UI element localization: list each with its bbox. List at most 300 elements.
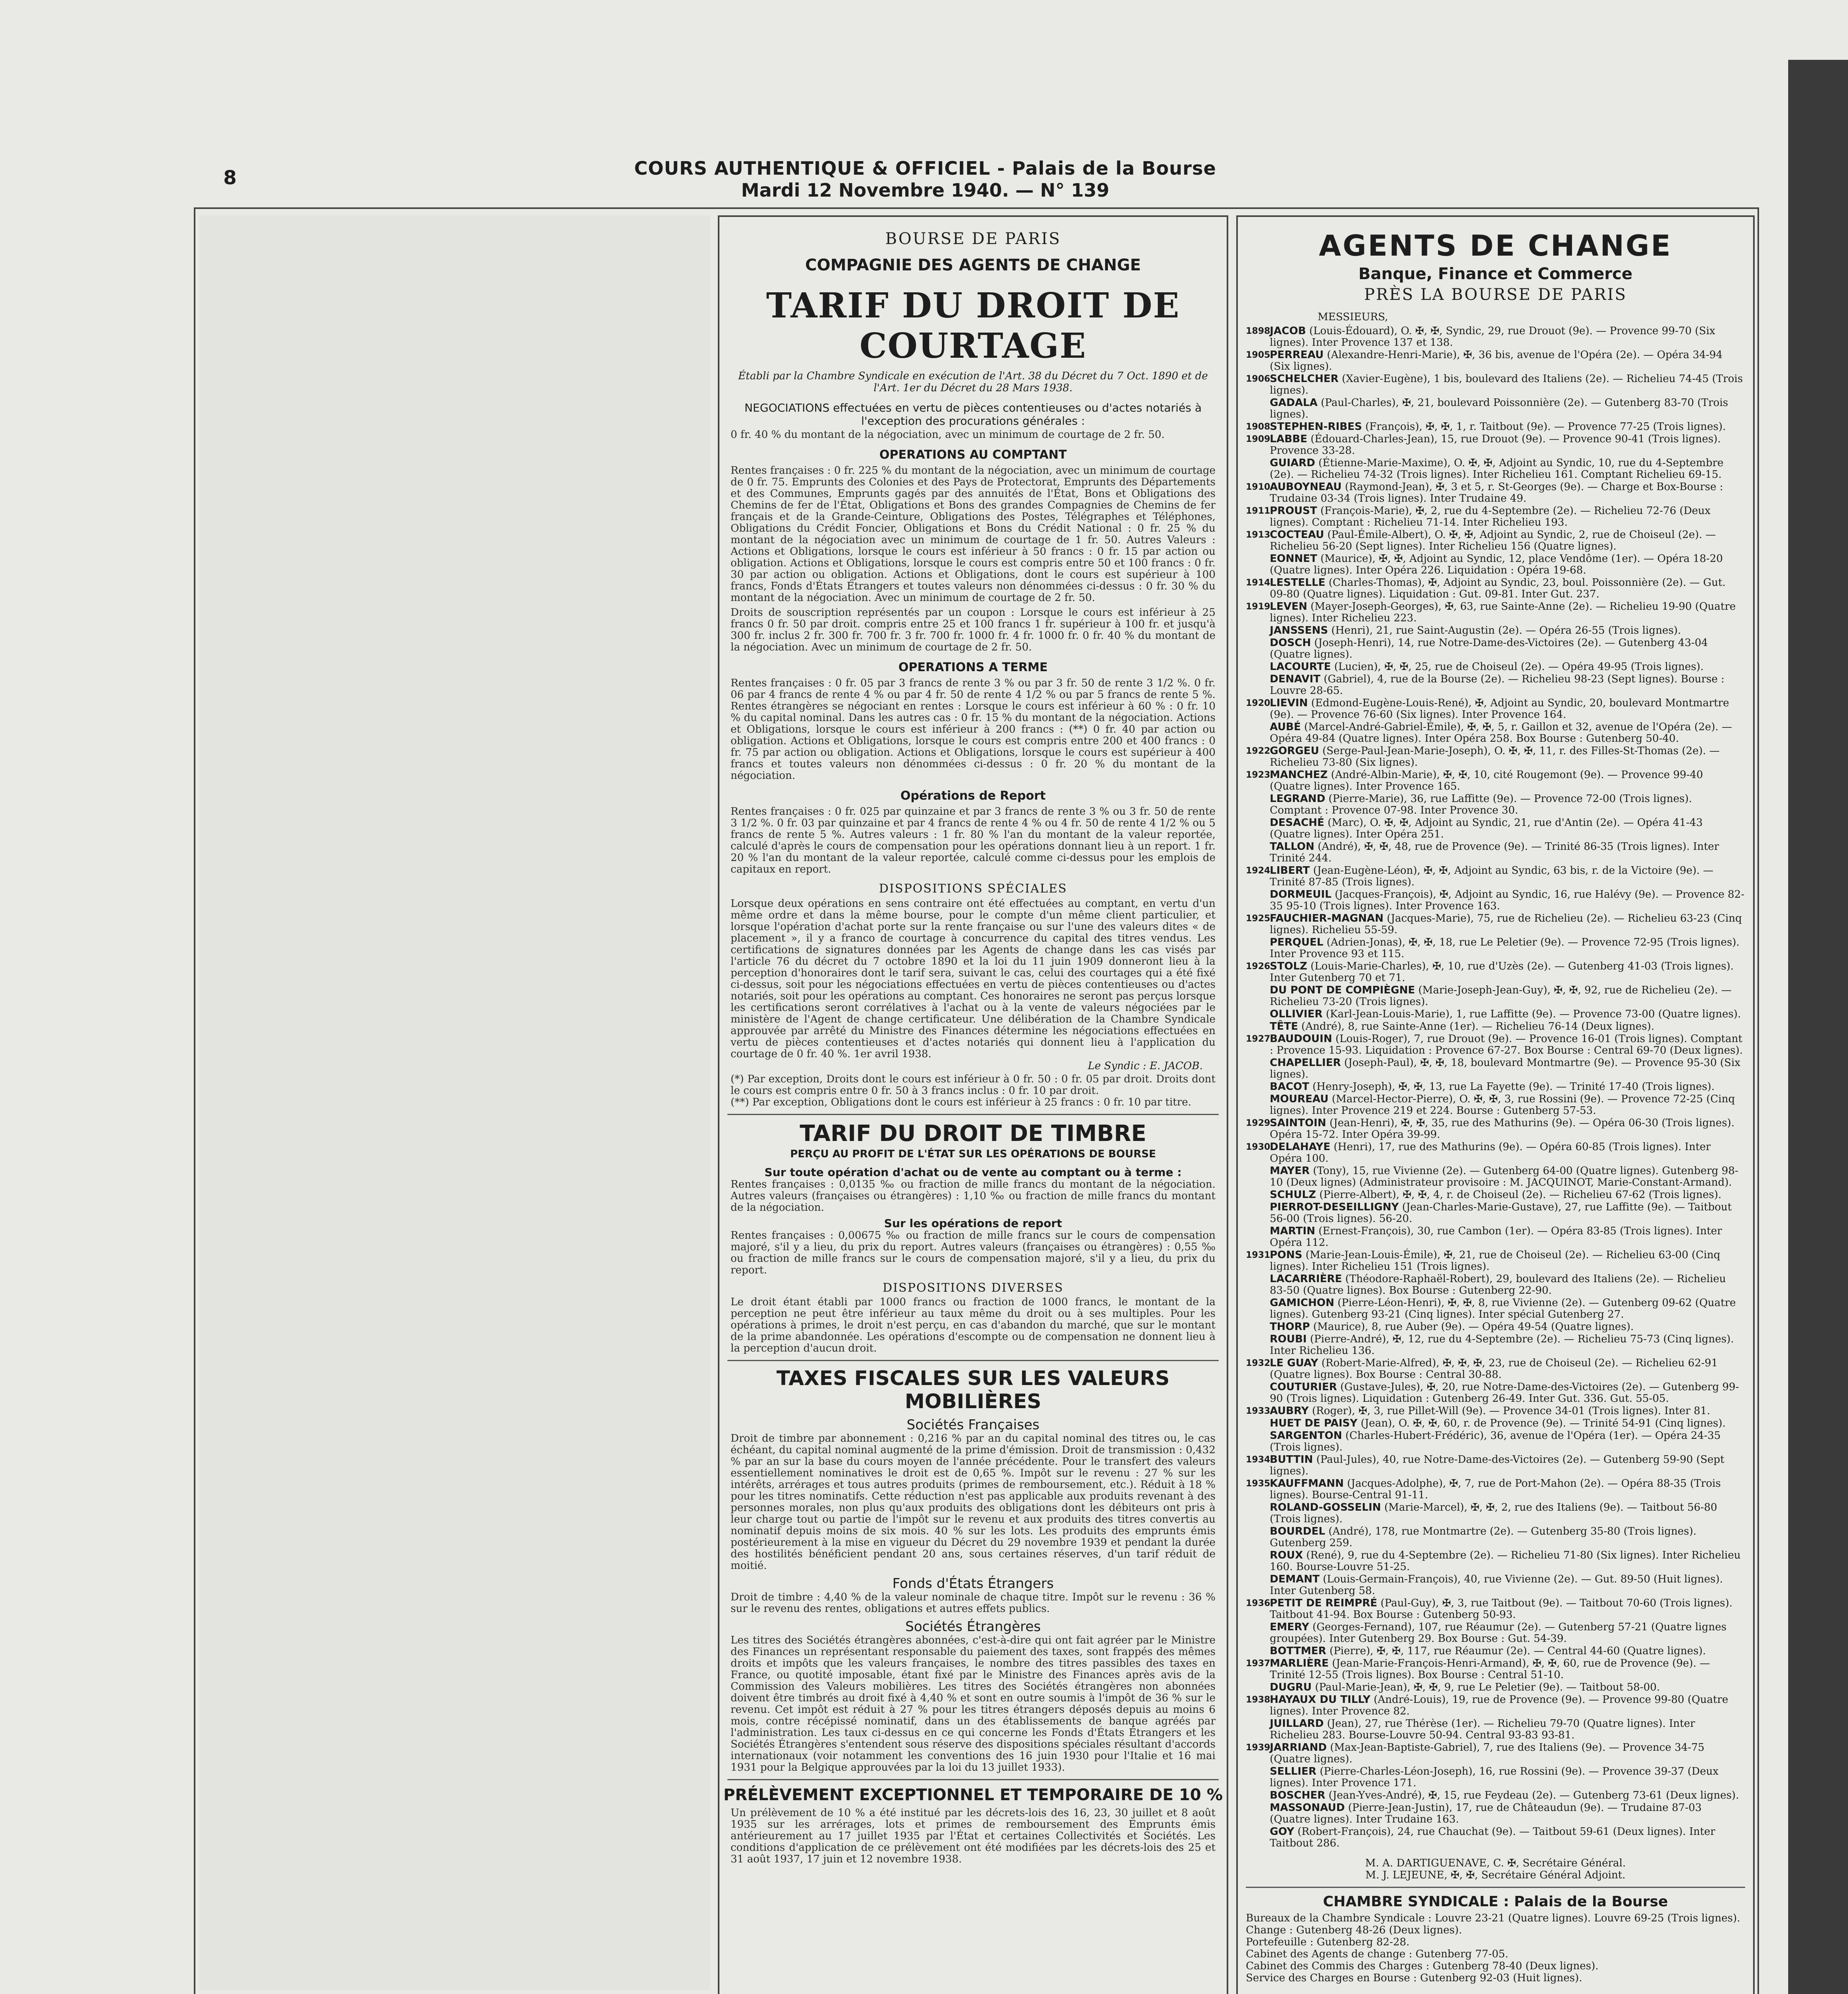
- agent-year: [1246, 1550, 1270, 1573]
- agent-details: [1270, 1694, 1745, 1717]
- agent-details: [1270, 1526, 1745, 1549]
- agent-text: (Marc), O. ✠, ✠, Adjoint au Syndic, 21, rue d'Antin (2e). — Opéra 41-43 (Quatre lignes). Inter Opéra 251.: [1270, 817, 1703, 840]
- divider: [727, 1114, 1219, 1115]
- agent-entry: [1246, 1009, 1745, 1020]
- agent-year: 1925: [1246, 914, 1271, 924]
- divider: [727, 1779, 1219, 1780]
- agent-name: THORP: [1270, 1321, 1310, 1333]
- agent-entry: [1246, 397, 1745, 420]
- agent-details: [1270, 865, 1745, 888]
- agent-year: [1246, 1273, 1270, 1296]
- agent-year: 1934: [1246, 1455, 1271, 1465]
- agent-name: DEMANT: [1270, 1573, 1320, 1585]
- agent-text: (Jean), 27, rue Thérèse (1er). — Richelieu 79-70 (Quatre lignes). Inter Richelieu 283. Bourse-Louvre 50-94. Central 93-83 93-81.: [1270, 1718, 1695, 1741]
- agent-entry: [1246, 1790, 1745, 1801]
- agent-text: (Charles-Thomas), ✠, Adjoint au Syndic, 23, boul. Poissonnière (2e). — Gut. 09-80 (Quatre lignes). Liquidation : Gut. 09-81. Inter Gut. 237.: [1270, 577, 1726, 600]
- agent-text: (Ernest-François), 30, rue Cambon (1er). — Opéra 83-85 (Trois lignes). Inter Opéra 112.: [1270, 1225, 1722, 1249]
- agent-year: [1246, 793, 1270, 816]
- agent-details: [1270, 913, 1745, 936]
- agent-entry: [1246, 325, 1745, 349]
- agent-entry: [1246, 1802, 1745, 1825]
- agent-year: 1906: [1246, 374, 1271, 384]
- agent-details: [1270, 1418, 1745, 1429]
- terme-text: Rentes françaises : 0 fr. 05 par 3 francs de rente 3 % ou par 3 fr. 50 de rente 3 1/2 %. 0 fr. 06 par 4 francs de rente 4 % ou par 4 fr. 50 de rente 4 1/2 % ou par 5 francs de rente 5 %. Rentes étrangères se négociant en rentes : Lorsque le cours est inférieur à 60 % : 0 fr. 10 % du capital nominal. Dans les autres cas : 0 fr. 15 % du montant de la négociation. Actions et Obligations, lorsque le cours est inférieur à 200 francs : (**) 0 fr. 40 par action ou obligation. Actions et Obligations, lorsque le cours est compris entre 200 et 400 francs : 0 fr. 75 par action ou obligation. Actions et Obligations, lorsque le cours est supérieur à 400 francs et toutes valeurs non dénommées ci-dessus : 0 fr. 20 % du montant de la négociation.: [731, 677, 1216, 782]
- footnote-1: (*) Par exception, Droits dont le cours est inférieur à 0 fr. 50 : 0 fr. 05 par droit. Droits dont le cours est compris entre 0 fr. 50 à 3 francs inclus : 0 fr. 10 par droit.: [731, 1073, 1216, 1097]
- agent-entry: [1246, 1273, 1745, 1296]
- agent-name: PROUST: [1270, 505, 1317, 517]
- agent-details: [1270, 1454, 1745, 1477]
- agent-text: (Edmond-Eugène-Louis-René), ✠, Adjoint au Syndic, 20, boulevard Montmartre (9e). — Provence 76-60 (Six lignes). Inter Provence 164.: [1270, 697, 1729, 721]
- agent-year: [1246, 625, 1270, 636]
- agent-name: LIBERT: [1270, 865, 1310, 877]
- agent-text: (Jean), O. ✠, ✠, 60, r. de Provence (9e). — Trinité 54-91 (Cinq lignes).: [1361, 1417, 1726, 1429]
- souscription-text: Droits de souscription représentés par un coupon : Lorsque le cours est inférieur à 25 francs 0 fr. 50 par droit. compris entre 25 et 100 francs 1 fr. supérieur à 100 fr. et jusqu'à 300 fr. inclus 2 fr. 300 fr. 700 fr. 3 fr. 700 fr. 1000 fr. 4 fr. 1000 fr. 0 fr. 40 % du montant de la négociation. Avec un minimum de courtage de 2 fr. 50.: [731, 607, 1216, 653]
- agent-name: PETIT DE REIMPRÉ: [1270, 1597, 1377, 1609]
- agent-details: [1270, 1405, 1745, 1417]
- comptant-heading: OPERATIONS AU COMPTANT: [879, 448, 1067, 462]
- agent-name: AUBOYNEAU: [1270, 481, 1342, 493]
- agent-details: [1270, 1622, 1745, 1645]
- agent-year: [1246, 1802, 1270, 1825]
- agent-details: [1270, 1334, 1745, 1357]
- agent-details: [1270, 769, 1745, 792]
- agent-text: (André-Louis), 19, rue de Provence (9e). — Provence 99-80 (Quatre lignes). Inter Provence 82.: [1270, 1694, 1728, 1717]
- agent-name: EMERY: [1270, 1621, 1309, 1633]
- agent-year: [1246, 1202, 1270, 1225]
- agent-details: [1270, 1189, 1745, 1201]
- agent-text: (Louis-Marie-Charles), ✠, 10, rue d'Uzès (2e). — Gutenberg 41-03 (Trois lignes). Inter Gutenberg 70 et 71.: [1270, 960, 1734, 984]
- agent-details: [1270, 661, 1745, 673]
- agent-text: (Pierre-Albert), ✠, ✠, 4, r. de Choiseul (2e). — Richelieu 67-62 (Trois lignes).: [1319, 1189, 1722, 1201]
- agent-details: [1270, 625, 1745, 636]
- agent-year: 1920: [1246, 698, 1271, 708]
- agent-entry: [1246, 1334, 1745, 1357]
- agent-year: 1909: [1246, 434, 1271, 444]
- middle-column: [718, 215, 1228, 1994]
- header-date: Mardi 12 Novembre 1940. — N° 139: [741, 179, 1109, 201]
- agent-name: PONS: [1270, 1249, 1302, 1261]
- book-spine: [1788, 60, 1848, 1994]
- agent-year: [1246, 1574, 1270, 1597]
- messieurs-label: MESSIEURS,: [1318, 311, 1388, 323]
- agent-text: (François-Marie), ✠, 2, rue du 4-Septembre (2e). — Richelieu 72-76 (Deux lignes). Comptant : Richelieu 71-14. Inter Richelieu 193.: [1270, 505, 1711, 528]
- agent-text: (Paul-Guy), ✠, 3, rue Taitbout (9e). — Taitbout 70-60 (Trois lignes). Taitbout 41-94. Box Bourse : Gutenberg 50-93.: [1270, 1597, 1733, 1621]
- agent-text: (Pierre-Charles-Léon-Joseph), 16, rue Rossini (9e). — Provence 39-37 (Deux lignes). Inter Provence 171.: [1270, 1765, 1719, 1789]
- agent-year: [1246, 1094, 1270, 1117]
- secretaire-adjoint: M. J. LEJEUNE, ✠, ✠, Secrétaire Général Adjoint.: [1365, 1869, 1626, 1881]
- agent-entry: [1246, 577, 1745, 600]
- agent-entry: [1246, 793, 1745, 816]
- agent-text: (Robert-Marie-Alfred), ✠, ✠, ✠, 23, rue de Choiseul (2e). — Richelieu 62-91 (Quatre lignes). Box Bourse : Central 30-88.: [1270, 1357, 1718, 1381]
- agent-entry: [1246, 637, 1745, 660]
- agent-name: BOSCHER: [1270, 1789, 1326, 1801]
- agent-name: DESACHÉ: [1270, 817, 1324, 829]
- agent-text: (Jean-Henri), ✠, ✠, 35, rue des Mathurins (9e). — Opéra 06-30 (Trois lignes). Opéra 15-72. Inter Opéra 39-99.: [1270, 1117, 1735, 1141]
- agent-text: (Joseph-Henri), 14, rue Notre-Dame-des-Victoires (2e). — Gutenberg 43-04 (Quatre lignes).: [1270, 637, 1708, 660]
- agent-entry: [1246, 661, 1745, 673]
- agent-details: [1270, 961, 1745, 984]
- agent-details: [1270, 529, 1745, 552]
- company-heading: COMPAGNIE DES AGENTS DE CHANGE: [805, 256, 1141, 274]
- agent-details: [1270, 1141, 1745, 1164]
- agent-entry: [1246, 1622, 1745, 1645]
- agent-details: [1270, 1802, 1745, 1825]
- agent-year: [1246, 397, 1270, 420]
- divider: [727, 1360, 1219, 1361]
- agent-name: DELAHAYE: [1270, 1141, 1331, 1153]
- agent-text: (Pierre-Marie), 36, rue Laffitte (9e). — Provence 72-00 (Trois lignes). Comptant : Provence 07-98. Inter Provence 30.: [1270, 793, 1692, 816]
- agent-name: LACARRIÈRE: [1270, 1273, 1342, 1285]
- agent-details: [1270, 1226, 1745, 1249]
- agent-details: [1270, 1550, 1745, 1573]
- agent-name: LACOURTE: [1270, 661, 1331, 673]
- agent-year: [1246, 1682, 1270, 1693]
- agent-text: (Charles-Hubert-Frédéric), 36, avenue de l'Opéra (1er). — Opéra 24-35 (Trois lignes).: [1270, 1430, 1721, 1453]
- agent-year: 1924: [1246, 866, 1271, 876]
- agent-name: LIEVIN: [1270, 697, 1308, 709]
- bourse-heading: BOURSE DE PARIS: [885, 230, 1061, 248]
- agent-year: 1931: [1246, 1250, 1271, 1260]
- agent-year: [1246, 1766, 1270, 1789]
- agent-name: FAUCHIER-MAGNAN: [1270, 912, 1384, 924]
- agent-year: 1923: [1246, 770, 1271, 780]
- agent-year: [1246, 1226, 1270, 1249]
- blank-area: [199, 215, 710, 1990]
- agent-name: SCHELCHER: [1270, 373, 1339, 385]
- agent-entry: [1246, 674, 1745, 697]
- agent-name: JANSSENS: [1270, 625, 1328, 636]
- chambre-title: CHAMBRE SYNDICALE : Palais de la Bourse: [1323, 1894, 1668, 1910]
- agent-entry: [1246, 601, 1745, 624]
- agent-details: [1270, 553, 1745, 576]
- agent-entry: [1246, 349, 1745, 372]
- agent-entry: [1246, 421, 1745, 433]
- agent-details: [1270, 1502, 1745, 1525]
- agent-entry: [1246, 841, 1745, 864]
- agent-entry: [1246, 769, 1745, 792]
- right-column: [1236, 215, 1755, 1994]
- agent-entry: [1246, 1358, 1745, 1381]
- agent-text: (Pierre-Jean-Justin), 17, rue de Châteaudun (9e). — Trudaine 87-03 (Quatre lignes). Inter Trudaine 163.: [1270, 1802, 1702, 1825]
- agent-year: [1246, 1622, 1270, 1645]
- agent-name: EONNET: [1270, 553, 1317, 565]
- agent-entry: [1246, 1742, 1745, 1765]
- agent-name: DORMEUIL: [1270, 889, 1332, 900]
- agent-details: [1270, 841, 1745, 864]
- agent-year: 1926: [1246, 962, 1271, 971]
- agent-year: [1246, 1297, 1270, 1320]
- agent-entry: [1246, 889, 1745, 912]
- agent-entry: [1246, 1454, 1745, 1477]
- agent-details: [1270, 1718, 1745, 1741]
- agent-details: [1270, 1574, 1745, 1597]
- agent-details: [1270, 1249, 1745, 1273]
- agent-text: (Paul-Charles), ✠, 21, boulevard Poissonnière (2e). — Gutenberg 83-70 (Trois lignes).: [1270, 397, 1728, 420]
- agent-entry: [1246, 1081, 1745, 1093]
- agent-entry: [1246, 1141, 1745, 1164]
- agent-entry: [1246, 937, 1745, 960]
- agent-year: [1246, 937, 1270, 960]
- agent-details: [1270, 505, 1745, 528]
- agent-entry: [1246, 1117, 1745, 1141]
- agent-entry: [1246, 1682, 1745, 1693]
- agent-details: [1270, 1598, 1745, 1621]
- agent-name: STOLZ: [1270, 960, 1307, 972]
- agent-entry: [1246, 1189, 1745, 1201]
- agent-name: LABBE: [1270, 433, 1308, 445]
- agent-text: (Étienne-Marie-Maxime), O. ✠, ✠, Adjoint au Syndic, 10, rue du 4-Septembre (2e). — Richelieu 74-32 (Trois lignes). Inter Richelieu 161. Comptant Richelieu 69-15.: [1270, 457, 1724, 481]
- agent-name: ROLAND-GOSSELIN: [1270, 1501, 1381, 1513]
- agent-text: (Édouard-Charles-Jean), 15, rue Drouot (9e). — Provence 90-41 (Trois lignes). Provence 33-28.: [1270, 433, 1721, 457]
- agent-year: 1905: [1246, 350, 1271, 360]
- agent-entry: [1246, 1405, 1745, 1417]
- agent-name: STEPHEN-RIBES: [1270, 421, 1362, 433]
- agent-year: 1927: [1246, 1034, 1271, 1044]
- agent-details: [1270, 937, 1745, 960]
- agent-details: [1270, 817, 1745, 840]
- agent-entry: [1246, 505, 1745, 528]
- agent-entry: [1246, 1249, 1745, 1273]
- agent-entry: [1246, 1321, 1745, 1333]
- agent-text: (Louis-Édouard), O. ✠, ✠, Syndic, 29, rue Drouot (9e). — Provence 99-70 (Six lignes). Inter Provence 137 et 138.: [1270, 325, 1716, 349]
- agent-name: AUBRY: [1270, 1405, 1309, 1417]
- agent-entry: [1246, 1381, 1745, 1405]
- agent-name: KAUFFMANN: [1270, 1478, 1344, 1490]
- agent-text: (François), ✠, ✠, 1, r. Taitbout (9e). — Provence 77-25 (Trois lignes).: [1365, 421, 1726, 433]
- agent-name: MANCHEZ: [1270, 769, 1328, 781]
- agent-details: [1270, 889, 1745, 912]
- agent-year: [1246, 661, 1270, 673]
- agent-text: (Paul-Marie-Jean), ✠, ✠, 9, rue Le Peletier (9e). — Taitbout 58-00.: [1315, 1681, 1660, 1693]
- agent-text: (Gustave-Jules), ✠, 20, rue Notre-Dame-des-Victoires (2e). — Gutenberg 99-90 (Trois lignes). Liquidation : Gutenberg 26-49. Inter Gut. 336. Gut. 55-05.: [1270, 1381, 1739, 1405]
- dispositions-speciales-heading: DISPOSITIONS SPÉCIALES: [879, 882, 1067, 896]
- dispositions-diverses-heading: DISPOSITIONS DIVERSES: [883, 1281, 1064, 1295]
- agent-name: LEGRAND: [1270, 793, 1326, 805]
- agent-details: [1270, 1658, 1745, 1681]
- agent-name: JARRIAND: [1270, 1742, 1327, 1754]
- agent-name: GUIARD: [1270, 457, 1315, 469]
- agent-details: [1270, 637, 1745, 660]
- agent-name: HAYAUX DU TILLY: [1270, 1694, 1371, 1706]
- agent-details: [1270, 1742, 1745, 1765]
- agent-name: PIERROT-DESEILLIGNY: [1270, 1201, 1399, 1213]
- agent-entry: [1246, 865, 1745, 888]
- agent-entry: [1246, 961, 1745, 984]
- header-title: COURS AUTHENTIQUE & OFFICIEL - Palais de la Bourse: [634, 158, 1216, 179]
- agent-details: [1270, 1645, 1745, 1657]
- agent-details: [1270, 698, 1745, 721]
- agent-text: (Jacques-Marie), 75, rue de Richelieu (2e). — Richelieu 63-23 (Cinq lignes). Richelieu 55-59.: [1270, 912, 1742, 936]
- agent-year: 1930: [1246, 1142, 1271, 1152]
- agent-name: GAMICHON: [1270, 1297, 1334, 1309]
- agent-details: [1270, 1021, 1745, 1032]
- agent-year: 1922: [1246, 746, 1271, 756]
- agent-details: [1270, 1117, 1745, 1141]
- agent-year: [1246, 637, 1270, 660]
- syndic-signature: Le Syndic : E. JACOB.: [1088, 1060, 1203, 1072]
- agent-text: (Maurice), ✠, ✠, Adjoint au Syndic, 12, place Vendôme (1er). — Opéra 18-20 (Quatre lignes). Inter Opéra 226. Liquidation : Opéra 19-68.: [1270, 553, 1723, 576]
- agent-text: (Pierre-Léon-Henri), ✠, ✠, 8, rue Vivienne (2e). — Gutenberg 09-62 (Quatre lignes). Gutenberg 93-21 (Cinq lignes). Inter spécial Gutenberg 27.: [1270, 1297, 1736, 1320]
- timbre-text-2: Rentes françaises : 0,00675 ‰ ou fraction de mille francs sur le cours de compensation majoré, s'il y a lieu, du prix du report. Autres valeurs (françaises ou étrangères) : 0,55 ‰ ou fraction de mille francs sur le cours de compensation majoré, s'il y a lieu, du prix du report.: [731, 1230, 1216, 1276]
- agent-name: SARGENTON: [1270, 1430, 1342, 1442]
- agents-title: AGENTS DE CHANGE: [1319, 229, 1672, 262]
- agent-year: [1246, 1502, 1270, 1525]
- agent-year: [1246, 817, 1270, 840]
- agent-text: (Marcel-André-Gabriel-Émile), ✠, ✠, 5, r. Gaillon et 32, avenue de l'Opéra (2e). — Opéra 49-84 (Quatre lignes). Inter Opéra 258. Box Bourse : Gutenberg 50-40.: [1270, 721, 1732, 745]
- agent-name: BOURDEL: [1270, 1525, 1325, 1537]
- timbre-heading-1: Sur toute opération d'achat ou de vente au comptant ou à terme :: [764, 1166, 1182, 1179]
- agent-year: 1910: [1246, 482, 1271, 492]
- taxes-title: TAXES FISCALES SUR LES VALEURS MOBILIÈRES: [776, 1367, 1170, 1413]
- chambre-line: Service des Charges en Bourse : Gutenberg 92-03 (Huit lignes).: [1246, 1972, 1582, 1984]
- agent-name: MARLIÈRE: [1270, 1657, 1329, 1669]
- agent-year: [1246, 1381, 1270, 1405]
- agent-entry: [1246, 1226, 1745, 1249]
- agent-text: (Jean-Yves-André), ✠, 15, rue Feydeau (2e). — Gutenberg 73-61 (Deux lignes).: [1328, 1789, 1739, 1801]
- terme-heading: OPERATIONS A TERME: [898, 660, 1048, 674]
- agent-entry: [1246, 373, 1745, 396]
- agent-name: ROUX: [1270, 1549, 1303, 1561]
- agent-details: [1270, 1790, 1745, 1801]
- agent-details: [1270, 457, 1745, 481]
- agent-year: [1246, 1645, 1270, 1657]
- agent-details: [1270, 745, 1745, 768]
- chambre-line: Cabinet des Commis des Charges : Gutenberg 78-40 (Deux lignes).: [1246, 1960, 1599, 1972]
- agent-details: [1270, 1297, 1745, 1320]
- agent-name: OLLIVIER: [1270, 1008, 1323, 1020]
- agent-text: (Xavier-Eugène), 1 bis, boulevard des Italiens (2e). — Richelieu 74-45 (Trois lignes).: [1270, 373, 1743, 396]
- agent-text: (Joseph-Paul), ✠, ✠, 18, boulevard Montmartre (9e). — Provence 95-30 (Six lignes).: [1270, 1057, 1741, 1080]
- agent-entry: [1246, 721, 1745, 745]
- agent-year: [1246, 1334, 1270, 1357]
- societes-etrangeres-heading: Sociétés Étrangères: [905, 1619, 1041, 1635]
- agent-text: (André), ✠, ✠, 48, rue de Provence (9e). — Trinité 86-35 (Trois lignes). Inter Trinité 244.: [1270, 841, 1719, 864]
- agent-entry: [1246, 481, 1745, 504]
- chambre-line: Change : Gutenberg 48-26 (Deux lignes).: [1246, 1924, 1462, 1936]
- agent-entry: [1246, 698, 1745, 721]
- prelevement-title: PRÉLÈVEMENT EXCEPTIONNEL ET TEMPORAIRE DE 10 %: [723, 1786, 1223, 1804]
- agent-text: (Tony), 15, rue Vivienne (2e). — Gutenberg 64-00 (Quatre lignes). Gutenberg 98-10 (Deux lignes) (Administrateur provisoire : M. JACQUINOT, Marie-Constant-Armand).: [1270, 1165, 1738, 1188]
- agent-year: [1246, 1009, 1270, 1020]
- chambre-line: Bureaux de la Chambre Syndicale : Louvre 23-21 (Quatre lignes). Louvre 69-25 (Trois lignes).: [1246, 1912, 1740, 1924]
- agent-entry: [1246, 1094, 1745, 1117]
- dispositions-diverses-text: Le droit étant établi par 1000 francs ou fraction de 1000 francs, le montant de la perception ne peut être inférieur au taux même du droit ou à ses multiples. Pour les opérations à primes, le droit n'est perçu, en cas d'abandon du marché, que sur le montant de la prime abandonnée. Les opérations d'escompte ou de compensation ne donnent lieu à la perception d'aucun droit.: [731, 1296, 1216, 1354]
- societes-etrangeres-text: Les titres des Sociétés étrangères abonnées, c'est-à-dire qui ont fait agréer par le Ministre des Finances un représentant responsable du paiement des taxes, sont frappés des mêmes droits et impôts que les valeurs françaises, le nombre des titres passibles des taxes en France, ou quotité imposable, étant fixé par le Ministre des Finances après avis de la Commission des Valeurs mobilières. Les titres des Sociétés étrangères non abonnées doivent être timbrés au droit fixé à 4,40 % et sont en outre soumis à l'impôt de 36 % sur le revenu. Cet impôt est réduit à 27 % pour les titres étrangers déposés depuis au moins 6 mois, contre récépissé nominatif, dans un des établissements de banque agréés par l'administration. Les taux ci-dessus en ce qui concerne les Fonds d'États Étrangers et les Sociétés Étrangères s'entendent sous réserve des dispositions spéciales résultant d'accords internationaux (voir notamment les conventions des 16 juin 1930 pour l'Italie et 16 mai 1931 pour la Belgique approuvées par la loi du 13 juillet 1933).: [731, 1634, 1216, 1773]
- societes-francaises-text: Droit de timbre par abonnement : 0,216 % par an du capital nominal des titres ou, le cas échéant, du capital nominal augmenté de la prime d'émission. Droit de transmission : 0,432 % par an sur la base du cours moyen de l'année précédente. Pour le transfert des valeurs essentiellement nominatives le droit est de 0,65 %. Impôt sur le revenu : 27 % sur les intérêts, arrérages et tous autres produits (primes de remboursement, etc.). Réduit à 18 % pour les titres nominatifs. Cette réduction n'est pas applicable aux produits revenant à des personnes morales, non plus qu'aux produits des obligations dont les débiteurs ont pris à leur charge tout ou partie de l'impôt sur le revenu et aux produits des titres convertis au nominatif depuis moins de six mois. 40 % sur les lots. Les produits des emprunts émis postérieurement à la mise en vigueur du Décret du 29 novembre 1939 et pendant la durée des hostilités bénéficient pendant 20 ans, sous certaines réserves, d'un tarif réduit de moitié.: [731, 1432, 1216, 1572]
- agent-year: 1937: [1246, 1659, 1271, 1669]
- agent-details: [1270, 601, 1745, 624]
- agent-details: [1270, 1826, 1745, 1849]
- agent-text: (André), 8, rue Sainte-Anne (1er). — Richelieu 76-14 (Deux lignes).: [1301, 1021, 1655, 1032]
- agent-text: (Serge-Paul-Jean-Marie-Joseph), O. ✠, ✠, 11, r. des Filles-St-Thomas (2e). — Richelieu 73-80 (Six lignes).: [1270, 745, 1720, 768]
- agent-text: (Théodore-Raphaël-Robert), 29, boulevard des Italiens (2e). — Richelieu 83-50 (Quatre lignes). Box Bourse : Gutenberg 22-90.: [1270, 1273, 1726, 1296]
- agent-text: (Marcel-Hector-Pierre), O. ✠, ✠, 3, rue Rossini (9e). — Provence 72-25 (Cinq lignes). Inter Provence 219 et 224. Bourse : Gutenberg 57-53.: [1270, 1093, 1735, 1117]
- agent-details: [1270, 1321, 1745, 1333]
- agent-year: [1246, 674, 1270, 697]
- agent-text: (Jean-Charles-Marie-Gustave), 27, rue Laffitte (9e). — Taitbout 56-00 (Trois lignes). 56-20.: [1270, 1201, 1732, 1225]
- agent-details: [1270, 674, 1745, 697]
- agent-entry: [1246, 1526, 1745, 1549]
- agent-name: MAYER: [1270, 1165, 1310, 1177]
- agent-text: (Max-Jean-Baptiste-Gabriel), 7, rue des Italiens (9e). — Provence 34-75 (Quatre lignes).: [1270, 1742, 1705, 1765]
- agent-name: TALLON: [1270, 841, 1314, 853]
- agent-text: (Paul-Jules), 40, rue Notre-Dame-des-Victoires (2e). — Gutenberg 59-90 (Sept lignes).: [1270, 1454, 1724, 1477]
- agent-year: 1911: [1246, 506, 1271, 516]
- agent-year: [1246, 1165, 1270, 1188]
- agent-entry: [1246, 529, 1745, 552]
- agent-entry: [1246, 1766, 1745, 1789]
- agent-year: 1932: [1246, 1358, 1271, 1368]
- agent-year: [1246, 553, 1270, 576]
- agent-name: LE GUAY: [1270, 1357, 1318, 1369]
- agent-details: [1270, 1682, 1745, 1693]
- agent-details: [1270, 1202, 1745, 1225]
- agent-year: 1936: [1246, 1598, 1271, 1608]
- agent-name: DENAVIT: [1270, 673, 1320, 685]
- agent-entry: [1246, 1645, 1745, 1657]
- report-text: Rentes françaises : 0 fr. 025 par quinzaine et par 3 francs de rente 3 % ou 3 fr. 50 de rente 3 1/2 %. 0 fr. 03 par quinzaine et par 4 francs de rente 4 % ou 4 fr. 50 de rente 4 1/2 % ou 5 francs de rente 5 %. Autres valeurs : 1 fr. 80 % l'an du montant de la valeur reportée, calculé d'après le cours de compensation pour les opérations donnant lieu à un report. 1 fr. 20 % l'an du montant de la valeur reportée, calculé comme ci-dessus pour les emplois de capitaux en report.: [731, 806, 1216, 875]
- agent-entry: [1246, 1202, 1745, 1225]
- agent-year: 1938: [1246, 1695, 1271, 1705]
- fonds-etats-text: Droit de timbre : 4,40 % de la valeur nominale de chaque titre. Impôt sur le revenu : 36 % sur le revenu des rentes, obligations et autres effets publics.: [731, 1591, 1216, 1615]
- chambre-list: [1246, 1912, 1745, 1984]
- agent-name: GORGEU: [1270, 745, 1319, 757]
- timbre-heading-2: Sur les opérations de report: [884, 1217, 1062, 1230]
- agent-name: BOTTMER: [1270, 1645, 1326, 1657]
- agent-details: [1270, 349, 1745, 372]
- agent-text: (Adrien-Jonas), ✠, ✠, 18, rue Le Peletier (9e). — Provence 72-95 (Trois lignes). Inter Provence 93 et 115.: [1270, 936, 1740, 960]
- agent-name: AUBÉ: [1270, 721, 1301, 733]
- agent-name: CHAPELLIER: [1270, 1057, 1341, 1069]
- agent-details: [1270, 373, 1745, 396]
- agent-entry: [1246, 1418, 1745, 1429]
- agent-details: [1270, 793, 1745, 816]
- agent-details: [1270, 1033, 1745, 1056]
- agent-entry: [1246, 1502, 1745, 1525]
- agent-year: [1246, 1081, 1270, 1093]
- agent-details: [1270, 1381, 1745, 1405]
- agent-text: (Henry-Joseph), ✠, ✠, 13, rue La Fayette (9e). — Trinité 17-40 (Trois lignes).: [1312, 1081, 1715, 1093]
- agent-name: GOY: [1270, 1826, 1294, 1838]
- agent-name: MOUREAU: [1270, 1093, 1329, 1105]
- agent-entry: [1246, 1598, 1745, 1621]
- societes-francaises-heading: Sociétés Françaises: [906, 1417, 1040, 1433]
- agent-name: JUILLARD: [1270, 1718, 1324, 1730]
- agent-text: (Roger), ✠, 3, rue Pillet-Will (9e). — Provence 34-01 (Trois lignes). Inter 81.: [1312, 1405, 1710, 1417]
- agent-year: [1246, 1321, 1270, 1333]
- agent-entry: [1246, 1574, 1745, 1597]
- chambre-line: Cabinet des Agents de change : Gutenberg 77-05.: [1246, 1948, 1509, 1960]
- agent-entry: [1246, 1694, 1745, 1717]
- report-heading: Opérations de Report: [900, 789, 1046, 803]
- agent-details: [1270, 1358, 1745, 1381]
- agent-name: JACOB: [1270, 325, 1306, 337]
- agent-name: HUET DE PAISY: [1270, 1417, 1357, 1429]
- agent-details: [1270, 577, 1745, 600]
- agent-details: [1270, 397, 1745, 420]
- agent-details: [1270, 1430, 1745, 1453]
- agent-name: COCTEAU: [1270, 529, 1324, 541]
- agent-entry: [1246, 985, 1745, 1008]
- agent-name: BAUDOUIN: [1270, 1033, 1332, 1045]
- agent-name: COUTURIER: [1270, 1381, 1337, 1393]
- agent-year: 1939: [1246, 1743, 1271, 1753]
- agent-year: [1246, 1826, 1270, 1849]
- footnote-2: (**) Par exception, Obligations dont le cours est inférieur à 25 francs : 0 fr. 10 par titre.: [731, 1096, 1192, 1108]
- agent-year: [1246, 1718, 1270, 1741]
- divider: [1246, 1887, 1745, 1888]
- agent-entry: [1246, 1718, 1745, 1741]
